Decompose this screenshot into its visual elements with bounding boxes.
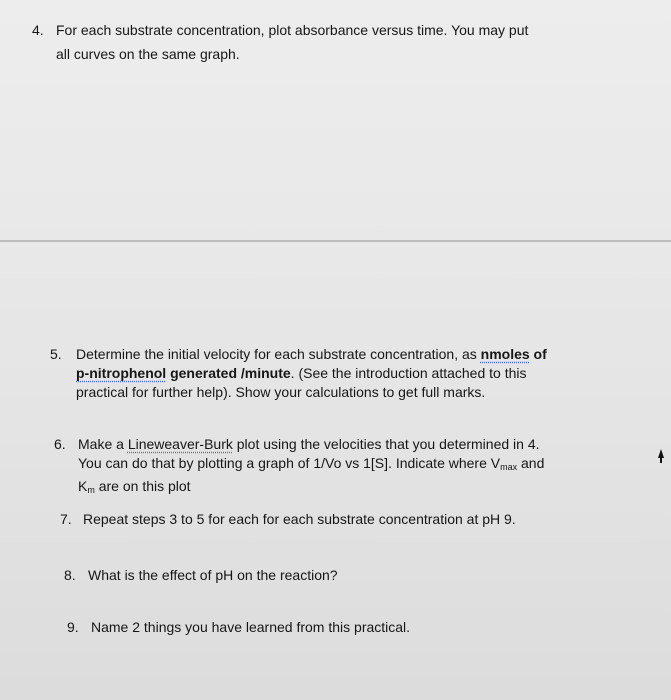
question-number: 5. [50,346,62,362]
mouse-cursor-icon [658,449,664,458]
question-number: 8. [64,567,76,583]
question-number: 6. [54,436,66,452]
p-nitrophenol-term: p-nitrophenol [76,365,167,381]
question-7-text: Repeat steps 3 to 5 for each for each substrate concentration at pH 9. [83,511,516,527]
question-6 [54,435,654,495]
question-5-line-1: Determine the initial velocity for each substrate concentration, as nmoles of [76,346,547,362]
question-number: 4. [32,22,44,38]
question-6-line-3: $K_m$ are on this plot [78,478,191,495]
question-5-line-2: p-nitrophenol generated /minute. (See the introduction attached to this [76,365,527,381]
question-6-line-1: Make a Lineweaver-Burk plot using the velocities that you determined in 4. [78,436,540,452]
question-9 [67,618,487,638]
question-number: 9. [67,619,79,635]
lineweaver-burk-term: Lineweaver-Burk [127,436,233,452]
question-4 [32,21,662,61]
nmoles-term: nmoles [480,346,530,362]
question-8-text: What is the effect of pH on the reaction? [88,567,338,583]
section-divider [0,240,671,242]
question-5-line-3: practical for further help). Show your calculations to get full marks. [76,384,486,400]
question-8 [64,566,464,586]
question-7 [60,510,620,530]
question-4-line-1: For each substrate concentration, plot absorbance versus time. You may put [56,22,529,38]
question-6-line-2: You can do that by plotting a graph of 1/Vo vs 1[S]. Indicate where $V_{max}$ and [78,455,545,472]
question-5 [50,345,650,405]
question-number: 7. [60,511,72,527]
question-4-line-2: all curves on the same graph. [56,46,240,62]
question-9-text: Name 2 things you have learned from this practical. [91,619,411,635]
